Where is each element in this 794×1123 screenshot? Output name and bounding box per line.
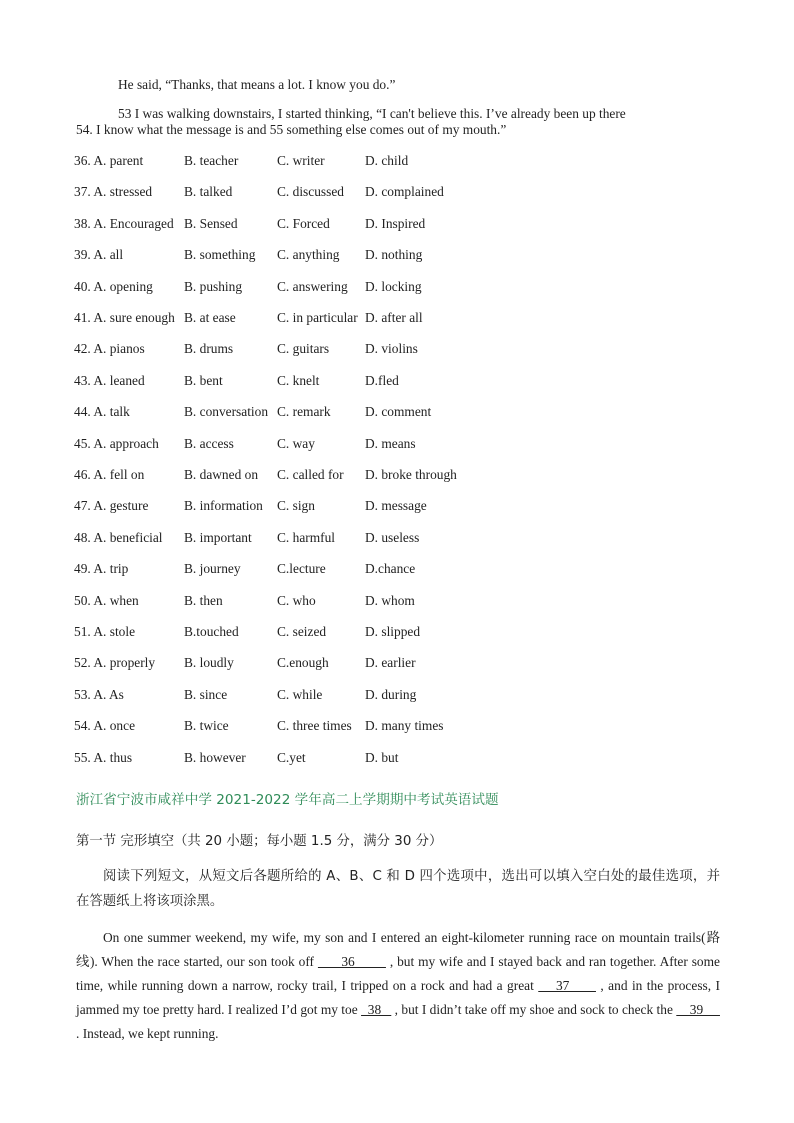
question-number: 37. A. [74, 184, 107, 200]
option-d: D. useless [365, 529, 420, 545]
option-d: D. violins [365, 341, 418, 357]
question-number: 48. A. [74, 529, 107, 545]
question-number-option-a [74, 247, 123, 263]
option-a: gesture [109, 498, 149, 514]
option-d: D. message [365, 498, 427, 514]
option-b: B. twice [184, 718, 229, 734]
question-number-option-a [74, 624, 135, 640]
question-number: 46. A. [74, 467, 107, 482]
option-c: C. anything [277, 247, 340, 263]
question-number: 36. A. [74, 153, 107, 168]
option-c: C. guitars [277, 341, 330, 357]
option-a: As [108, 686, 124, 702]
option-b: B. at ease [184, 310, 236, 325]
option-b: B. bent [184, 372, 223, 388]
option-a: properly [109, 655, 156, 671]
option-c: C. seized [277, 624, 327, 639]
option-d: D. broke through [365, 467, 457, 482]
option-b: B. talked [184, 184, 233, 200]
question-number-option-a [74, 310, 175, 326]
option-d: D. locking [365, 278, 422, 294]
question-number-option-a [74, 404, 130, 420]
option-c: C. answering [277, 278, 348, 294]
passage-text-2: , but my wife and I stayed back and ran together. After some time, while running down a narrow, rocky trail, I tripped on a rock and had a great [76, 954, 720, 993]
question-number-option-a [74, 153, 143, 169]
blank-36: 36 [317, 954, 386, 969]
blank-38: 38 [361, 1002, 392, 1017]
option-d: D. whom [365, 592, 415, 608]
blank-37: 37 [538, 978, 596, 993]
option-c: C. who [277, 592, 316, 608]
passage-text-1: On one summer weekend, my wife, my son and I entered an eight-kilometer running race on mountain trails(路线). When the race started, our son took off [76, 930, 720, 969]
option-d: D. earlier [365, 655, 416, 671]
option-b: B. information [184, 498, 263, 514]
question-number-option-a [74, 687, 124, 703]
passage [76, 926, 720, 1046]
option-d: D. but [365, 749, 399, 765]
question-number: 52. A. [74, 655, 107, 671]
option-c: C.lecture [277, 561, 326, 577]
question-number: 47. A. [74, 498, 107, 514]
option-a: parent [109, 153, 144, 168]
option-c: C. harmful [277, 529, 336, 545]
option-b: B. dawned on [184, 467, 259, 482]
option-c: C. called for [277, 467, 344, 482]
question-number: 42. A. [74, 341, 107, 357]
instructions: 阅读下列短文，从短文后各题所给的 A、B、C 和 D 四个选项中，选出可以填入空白处的最佳选项，并在答题纸上将该项涂黑。 [76, 869, 720, 909]
option-a: stressed [109, 184, 153, 200]
question-number: 39. A. [74, 247, 107, 263]
question-number: 54. A. [74, 718, 107, 734]
option-b: B. Sensed [184, 215, 238, 231]
question-number-option-a [74, 467, 144, 483]
option-a: stole [109, 624, 136, 639]
passage-text-5: . Instead, we kept running. [76, 1026, 219, 1041]
option-b: B.touched [184, 624, 239, 639]
section-title: 浙江省宁波市咸祥中学 2021-2022 学年高二上学期期中考试英语试题 [76, 792, 499, 808]
question-number-option-a [74, 373, 145, 389]
question-number-option-a [74, 436, 159, 452]
option-d: D. child [365, 153, 409, 168]
option-d: D.fled [365, 372, 399, 388]
option-d: D. slipped [365, 624, 421, 639]
option-b: B. important [184, 529, 252, 545]
option-c: C.enough [277, 655, 329, 671]
question-number-option-a [74, 341, 145, 357]
option-d: D. many times [365, 718, 444, 734]
question-number: 50. A. [74, 592, 107, 608]
question-number-option-a [74, 593, 139, 609]
question-number-option-a [74, 561, 128, 577]
intro-line-1: He said, “Thanks, that means a lot. I know you do.” [118, 77, 396, 92]
option-a: Encouraged [109, 215, 174, 231]
option-b: B. loudly [184, 655, 234, 671]
option-b: B. since [184, 686, 228, 702]
option-c: C.yet [277, 749, 306, 765]
question-number: 38. A. [74, 215, 107, 231]
option-d: D. Inspired [365, 215, 426, 231]
option-c: C. Forced [277, 215, 330, 231]
option-d: D. complained [365, 184, 444, 200]
option-d: D. means [365, 435, 416, 451]
intro-line-2: 53 I was walking downstairs, I started thinking, “I can't believe this. I’ve already been up there [118, 106, 626, 121]
question-number: 44. A. [74, 404, 107, 420]
question-number-option-a [74, 530, 163, 546]
question-number-option-a [74, 498, 148, 514]
option-b: B. teacher [184, 153, 239, 168]
option-a: when [109, 592, 139, 608]
question-number-option-a [74, 750, 132, 766]
option-c: C. discussed [277, 184, 344, 200]
option-c: C. in particular [277, 310, 358, 325]
blank-39: 39 [676, 1002, 720, 1017]
question-number: 51. A. [74, 624, 107, 639]
option-c: C. knelt [277, 372, 320, 388]
option-b: B. however [184, 749, 246, 765]
question-number-option-a [74, 655, 155, 671]
option-b: B. access [184, 435, 234, 451]
option-a: talk [109, 404, 130, 420]
option-a: sure enough [109, 310, 175, 325]
option-c: C. remark [277, 404, 331, 420]
option-a: fell on [109, 467, 145, 482]
option-a: opening [109, 278, 153, 294]
question-number-option-a [74, 718, 135, 734]
option-a: once [109, 718, 136, 734]
question-number: 40. A. [74, 278, 107, 294]
passage-text-3: , and in the process, I jammed my toe pretty hard. I realized I’d got my toe [76, 978, 720, 1017]
question-number-option-a [74, 279, 153, 295]
option-b: B. drums [184, 341, 234, 357]
option-d: D. comment [365, 404, 432, 420]
option-c: C. while [277, 686, 323, 702]
option-d: D.chance [365, 561, 416, 577]
option-a: beneficial [109, 529, 163, 545]
question-number-option-a [74, 184, 152, 200]
section-heading: 第一节 完形填空（共 20 小题；每小题 1.5 分，满分 30 分） [76, 834, 443, 849]
intro-line-3: 54. I know what the message is and 55 something else comes out of my mouth.” [76, 122, 507, 137]
option-a: trip [109, 561, 129, 577]
option-d: D. after all [365, 310, 423, 325]
question-number: 41. A. [74, 310, 107, 325]
option-b: B. something [184, 247, 256, 263]
option-b: B. journey [184, 561, 241, 577]
option-b: B. then [184, 592, 223, 608]
question-number-option-a [74, 216, 174, 232]
option-a: pianos [109, 341, 145, 357]
option-d: D. nothing [365, 247, 423, 263]
option-a: all [109, 247, 124, 263]
question-number: 53. A. [74, 686, 107, 702]
option-a: thus [109, 749, 133, 765]
passage-text-4: , but I didn’t take off my shoe and sock to check the [394, 1002, 673, 1017]
question-number: 45. A. [74, 435, 107, 451]
option-a: leaned [109, 372, 145, 388]
option-d: D. during [365, 686, 417, 702]
option-c: C. sign [277, 498, 315, 514]
option-c: C. way [277, 435, 315, 451]
option-c: C. three times [277, 718, 352, 734]
option-c: C. writer [277, 153, 325, 168]
option-b: B. pushing [184, 278, 243, 294]
question-number: 55. A. [74, 749, 107, 765]
option-a: approach [109, 435, 159, 451]
question-number: 43. A. [74, 372, 107, 388]
option-b: B. conversation [184, 404, 269, 420]
question-number: 49. A. [74, 561, 107, 577]
